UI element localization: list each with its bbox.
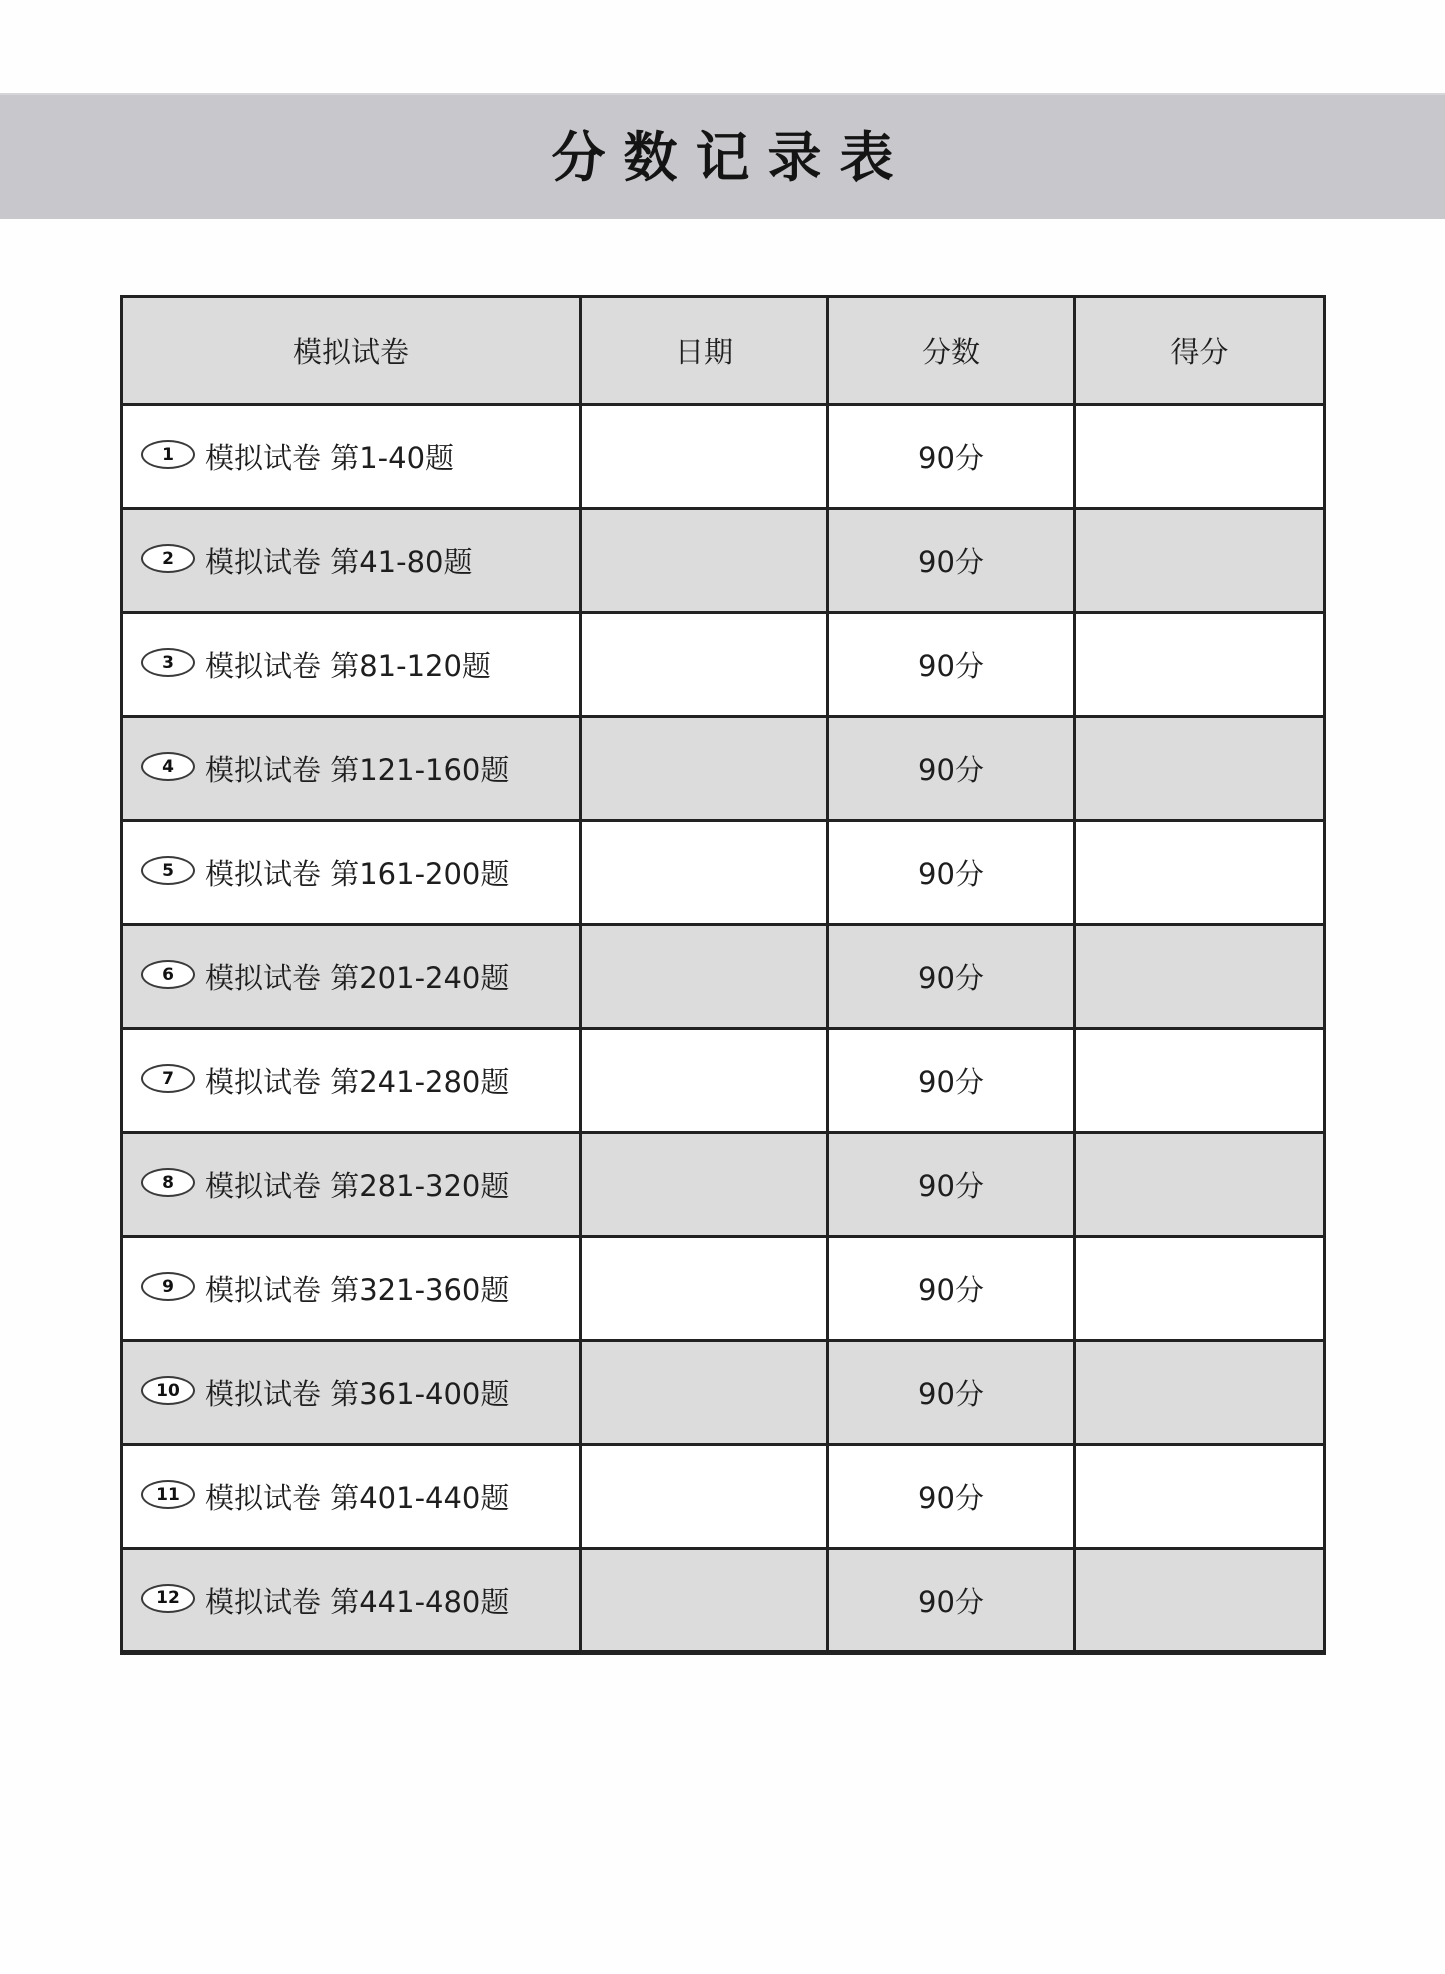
date-cell[interactable] (581, 1549, 828, 1653)
date-cell[interactable] (581, 613, 828, 717)
paper-label: 模拟试卷 第321-360题 (205, 1273, 510, 1307)
table-row (122, 925, 1325, 1029)
paper-label: 模拟试卷 第1-40题 (205, 441, 455, 475)
total-cell: 90分 (828, 1029, 1075, 1133)
table-row (122, 1445, 1325, 1549)
score-cell[interactable] (1075, 1029, 1325, 1133)
header-total: 分数 (828, 297, 1075, 405)
date-cell[interactable] (581, 1133, 828, 1237)
table-row (122, 717, 1325, 821)
date-cell[interactable] (581, 1237, 828, 1341)
date-cell[interactable] (581, 1029, 828, 1133)
number-badge-icon: 3 (141, 648, 195, 677)
paper-cell (122, 509, 581, 613)
score-cell[interactable] (1075, 821, 1325, 925)
table-row (122, 1341, 1325, 1445)
number-badge-icon: 12 (141, 1584, 195, 1613)
number-badge-icon: 1 (141, 440, 195, 469)
total-cell: 90分 (828, 1549, 1075, 1653)
paper-label: 模拟试卷 第121-160题 (205, 753, 510, 787)
score-cell[interactable] (1075, 1549, 1325, 1653)
page-title: 分数记录表 (551, 125, 912, 189)
paper-label: 模拟试卷 第201-240题 (205, 961, 510, 995)
table-row (122, 821, 1325, 925)
number-badge-icon: 6 (141, 960, 195, 989)
date-cell[interactable] (581, 509, 828, 613)
number-badge-icon: 8 (141, 1168, 195, 1197)
number-badge-icon: 4 (141, 752, 195, 781)
header-score: 得分 (1075, 297, 1325, 405)
total-cell: 90分 (828, 509, 1075, 613)
score-cell[interactable] (1075, 1341, 1325, 1445)
total-cell: 90分 (828, 1445, 1075, 1549)
paper-cell (122, 821, 581, 925)
score-cell[interactable] (1075, 613, 1325, 717)
total-cell: 90分 (828, 1341, 1075, 1445)
table-header-row (122, 297, 1325, 405)
total-cell: 90分 (828, 1133, 1075, 1237)
date-cell[interactable] (581, 405, 828, 509)
header-date: 日期 (581, 297, 828, 405)
total-cell: 90分 (828, 405, 1075, 509)
number-badge-icon: 11 (141, 1480, 195, 1509)
table-row (122, 613, 1325, 717)
paper-cell (122, 613, 581, 717)
number-badge-icon: 5 (141, 856, 195, 885)
total-cell: 90分 (828, 1237, 1075, 1341)
paper-label: 模拟试卷 第161-200题 (205, 857, 510, 891)
paper-label: 模拟试卷 第81-120题 (205, 649, 491, 683)
paper-label: 模拟试卷 第401-440题 (205, 1481, 510, 1515)
score-cell[interactable] (1075, 1133, 1325, 1237)
paper-cell (122, 1237, 581, 1341)
header-paper: 模拟试卷 (122, 297, 581, 405)
paper-cell (122, 1133, 581, 1237)
paper-cell (122, 1445, 581, 1549)
total-cell: 90分 (828, 821, 1075, 925)
table-row (122, 1237, 1325, 1341)
date-cell[interactable] (581, 1341, 828, 1445)
paper-cell (122, 1341, 581, 1445)
score-record-table (120, 295, 1326, 1655)
date-cell[interactable] (581, 925, 828, 1029)
table-row (122, 1029, 1325, 1133)
paper-label: 模拟试卷 第41-80题 (205, 545, 473, 579)
date-cell[interactable] (581, 717, 828, 821)
score-cell[interactable] (1075, 509, 1325, 613)
table-row (122, 1133, 1325, 1237)
score-cell[interactable] (1075, 405, 1325, 509)
table-row (122, 1549, 1325, 1653)
score-cell[interactable] (1075, 1237, 1325, 1341)
number-badge-icon: 7 (141, 1064, 195, 1093)
score-cell[interactable] (1075, 1445, 1325, 1549)
paper-label: 模拟试卷 第361-400题 (205, 1377, 510, 1411)
paper-label: 模拟试卷 第281-320题 (205, 1169, 510, 1203)
paper-cell (122, 717, 581, 821)
paper-cell (122, 925, 581, 1029)
paper-label: 模拟试卷 第441-480题 (205, 1584, 510, 1619)
table-row (122, 405, 1325, 509)
number-badge-icon: 9 (141, 1272, 195, 1301)
title-band (0, 93, 1445, 219)
number-badge-icon: 10 (141, 1376, 195, 1405)
date-cell[interactable] (581, 821, 828, 925)
paper-cell (122, 1029, 581, 1133)
paper-label: 模拟试卷 第241-280题 (205, 1065, 510, 1099)
total-cell: 90分 (828, 613, 1075, 717)
paper-cell (122, 405, 581, 509)
paper-cell (122, 1549, 581, 1653)
table-row (122, 509, 1325, 613)
score-cell[interactable] (1075, 925, 1325, 1029)
score-cell[interactable] (1075, 717, 1325, 821)
total-cell: 90分 (828, 717, 1075, 821)
total-cell: 90分 (828, 925, 1075, 1029)
number-badge-icon: 2 (141, 544, 195, 573)
date-cell[interactable] (581, 1445, 828, 1549)
